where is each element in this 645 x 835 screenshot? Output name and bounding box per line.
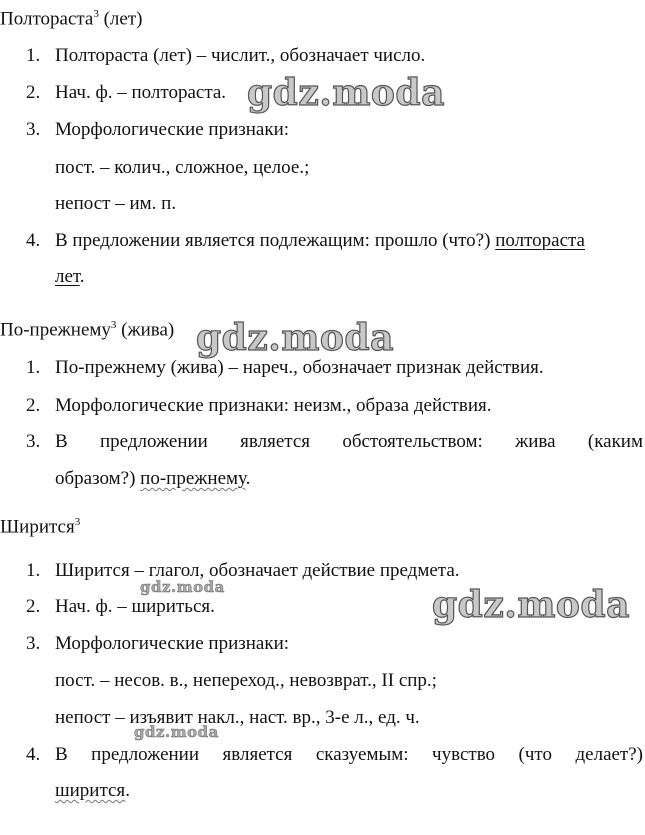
list-number: 1.: [26, 45, 41, 66]
underlined-subject: полтораста: [495, 230, 585, 251]
list-subitem: непост – изъявит накл., наст. вр., 3-е л., ед. ч.: [55, 707, 420, 728]
list-item: Нач. ф. – шириться.: [55, 596, 215, 617]
underlined-adverbial: по-прежнему: [140, 468, 246, 489]
list-item-continuation: лет.: [55, 266, 85, 287]
list-number: 2.: [26, 82, 41, 103]
list-number: 4.: [26, 744, 41, 765]
list-item: Ширится – глагол, обозначает действие предмета.: [55, 560, 460, 581]
list-number: 3.: [26, 119, 41, 140]
list-item: В предложении является подлежащим: прошло (что?) полтораста: [55, 230, 585, 251]
list-subitem: пост. – несов. в., непереход., невозврат., II спр.;: [55, 670, 437, 691]
underlined-subject: лет: [55, 266, 80, 287]
list-number: 3.: [26, 431, 41, 452]
list-subitem: пост. – колич., сложное, целое.;: [55, 157, 310, 178]
list-number: 2.: [26, 395, 41, 416]
watermark-logo: gdz.moda: [432, 584, 630, 626]
list-number: 3.: [26, 633, 41, 654]
list-item-continuation: ширится.: [55, 780, 130, 801]
list-number: 2.: [26, 596, 41, 617]
list-item: В предложении является обстоятельством: жива (каким: [55, 431, 643, 452]
section-heading-3: Ширится$^3$: [0, 516, 81, 538]
list-item: Морфологические признаки:: [55, 119, 290, 140]
section-heading-1: Полтораста$^3$ (лет): [0, 8, 143, 30]
list-item: Нач. ф. – полтораста.: [55, 82, 227, 103]
list-item: В предложении является сказуемым: чувство (что делает?): [55, 744, 643, 765]
list-item: Морфологические признаки: неизм., образа действия.: [55, 395, 492, 416]
list-number: 1.: [26, 560, 41, 581]
list-item-continuation: образом?) по-прежнему.: [55, 468, 251, 489]
list-number: 1.: [26, 357, 41, 378]
section-heading-2: По-прежнему$^3$ (жива): [0, 319, 175, 341]
watermark-logo: gdz.moda: [196, 317, 394, 359]
watermark-logo: gdz.moda: [134, 723, 219, 741]
list-subitem: непост – им. п.: [55, 193, 177, 214]
watermark-logo: gdz.moda: [140, 578, 225, 596]
list-item: По-прежнему (жива) – нареч., обозначает признак действия.: [55, 357, 544, 378]
list-item: Полтораста (лет) – числит., обозначает число.: [55, 45, 426, 66]
list-item: Морфологические признаки:: [55, 633, 290, 654]
underlined-predicate: ширится: [55, 780, 126, 801]
list-number: 4.: [26, 230, 41, 251]
watermark-logo: gdz.moda: [247, 72, 445, 114]
